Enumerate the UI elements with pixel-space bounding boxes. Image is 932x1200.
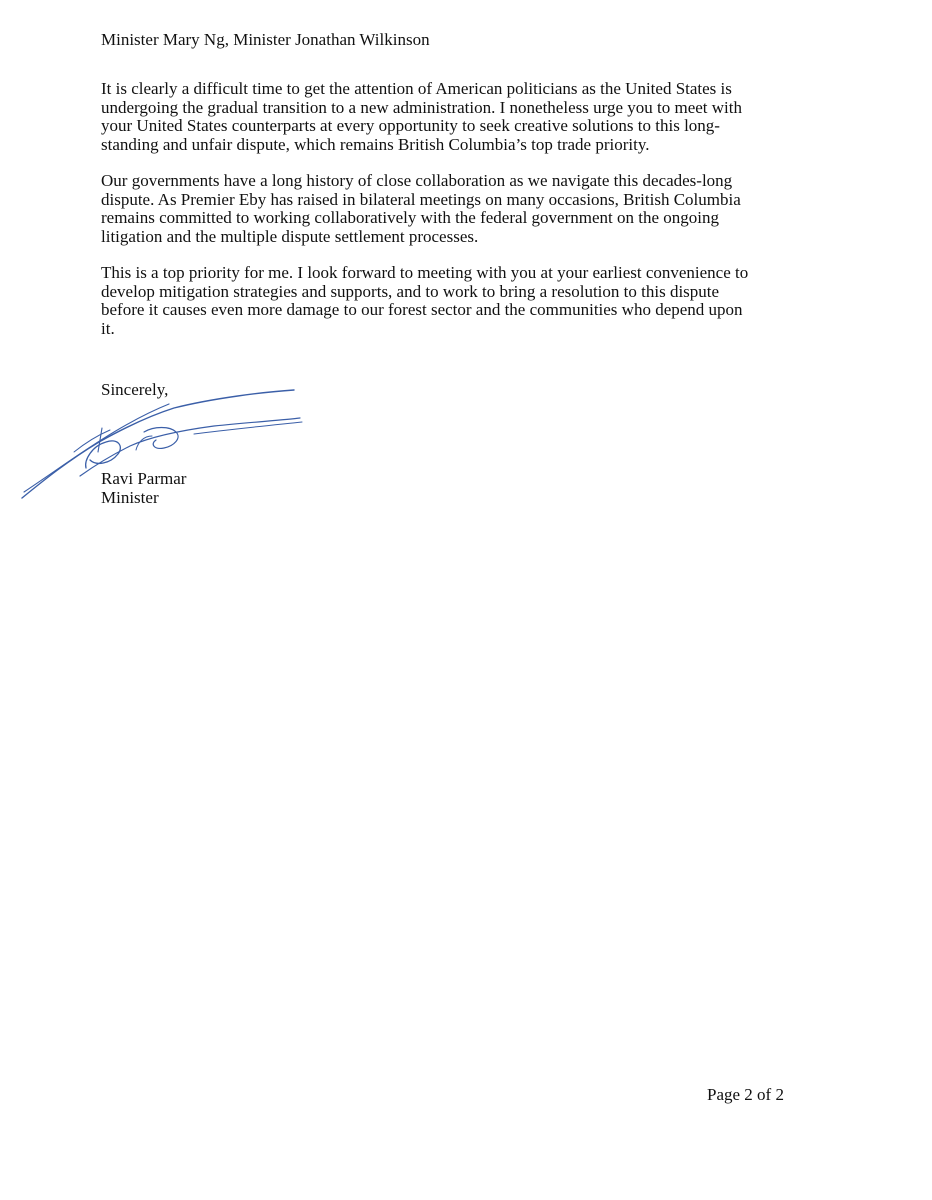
paragraph-3 [101,264,801,338]
paragraph-line: before it causes even more damage to our forest sector and the communities who depend upon [101,300,743,319]
paragraph-line: remains committed to working collaboratively with the federal government on the ongoing [101,208,719,227]
paragraph-line: litigation and the multiple dispute settlement processes. [101,226,479,246]
letter-body [101,80,801,356]
paragraph-line: your United States counterparts at every opportunity to seek creative solutions to this long- [101,116,720,135]
paragraph-line: This is a top priority for me. I look forward to meeting with you at your earliest convenience to [101,263,749,282]
paragraph-line: it. [101,318,115,338]
closing-salutation: Sincerely, [101,380,169,399]
paragraph-line: develop mitigation strategies and supports, and to work to bring a resolution to this dispute [101,281,720,301]
paragraph-line: standing and unfair dispute, which remains British Columbia’s top trade priority. [101,134,650,154]
paragraph-line: dispute. As Premier Eby has raised in bilateral meetings on many occasions, British Columbia [101,189,741,209]
paragraph-line: undergoing the gradual transition to a new administration. I nonetheless urge you to meet with [101,97,742,117]
paragraph-2 [101,172,801,246]
paragraph-1 [101,80,801,154]
recipients-line: Minister Mary Ng, Minister Jonathan Wilkinson [101,30,430,49]
handwritten-signature [14,380,314,510]
signer-name: Ravi Parmar [101,469,187,488]
paragraph-line: It is clearly a difficult time to get the attention of American politicians as the United States is [101,79,732,98]
page-number: Page 2 of 2 [707,1085,784,1104]
paragraph-line: Our governments have a long history of close collaboration as we navigate this decades-long [101,171,733,190]
signer-title: Minister [101,488,159,507]
